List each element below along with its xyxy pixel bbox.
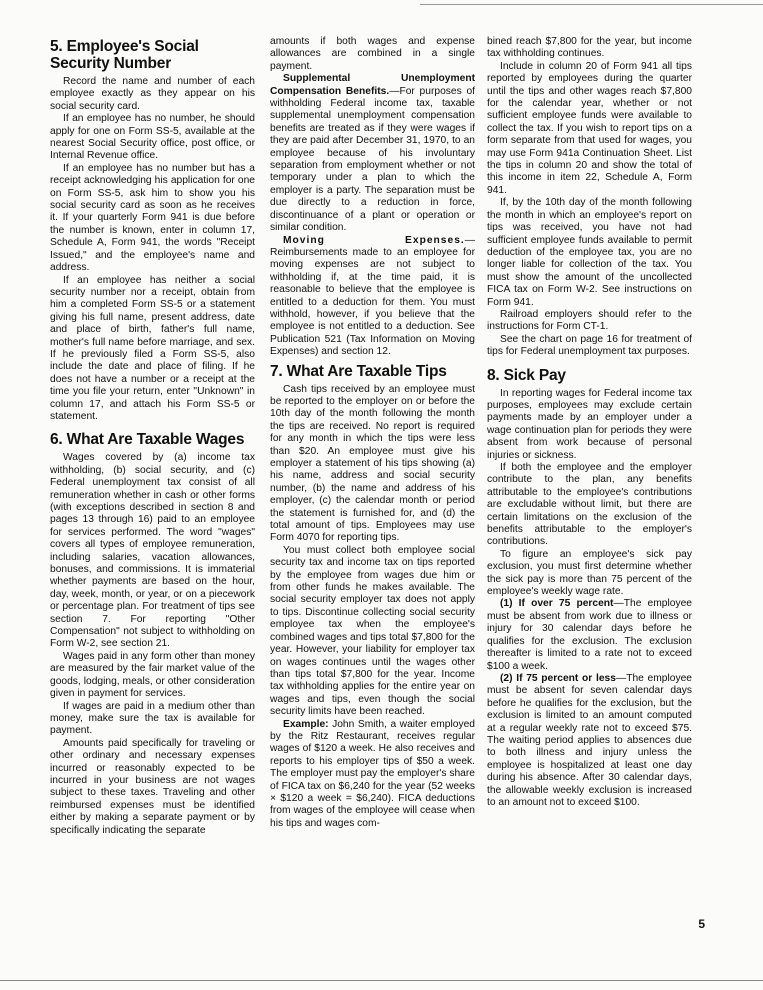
paragraph-supplemental-benefits: Supplemental Unemployment Compensation Benefits.—For purposes of withholding Federal income tax, taxable supplemental unemployment compensation benefits are treated as if they were wages if they are paid after December 31, 1970, to an employee because of his involuntary separation from employment whether or not temporary under a plan to which the employer is a party. The separation must be due directly to a reduction in force, discontinuance of a plant or operation or similar condition. (270, 73, 475, 234)
paragraph-example: Example: John Smith, a waiter employed by the Ritz Restaurant, receives regular wages of $120 a week. He also receives and reports to his employer tips of $50 a week. The employer must pay the employer's share of FICA tax on $6,240 for the year (52 weeks × $120 a week = $6,240). FICA deductions from wages of the employee will cease when his tips and wages com- (270, 718, 475, 829)
paragraph-75-or-less: (2) If 75 percent or less—The employee must be absent for seven calendar days before he qualifies for the exclusion, but the exclusion is limited to an amount computed at a regular weekly rate not to exceed $75. The waiting period applies to absences due to both illness and injury unless the employee is hospitalized at least one day during his absence. After 30 calendar days, the allowable weekly exclusion is increased to an amount not to exceed $100. (487, 672, 692, 808)
paragraph: If an employee has no number but has a receipt acknowledging his application for one on Form SS-5, ask him to show you his social security card as soon as he receives it. If your quarterly Form 941 is due before the number is known, enter in column 17, Schedule A, Form 941, the words "Receipt Issued," and the employee's name and address. (50, 162, 255, 274)
bottom-rule (0, 980, 763, 981)
column-2 (270, 36, 475, 830)
run-in-heading: Supplemental Unemployment Compensation Benefits. (270, 73, 475, 97)
paragraph: If an employee has no number, he should apply for one on Form SS-5, available at the nearest Social Security office, post office, or Internal Revenue office. (50, 113, 255, 162)
paragraph: bined reach $7,800 for the year, but income tax withholding continues. (487, 36, 692, 60)
paragraph: To figure an employee's sick pay exclusion, you must first determine whether the sick pay is more than 75 percent of the employee's weekly wage rate. (487, 548, 692, 598)
section-6-heading: 6. What Are Taxable Wages (50, 431, 245, 449)
section-7-heading: 7. What Are Taxable Tips (270, 362, 447, 380)
paragraph: In reporting wages for Federal income tax purposes, employees may exclude certain payments made by an employer under a wage continuation plan for periods they were absent from work because of personal injuries or sickness. (487, 387, 692, 461)
paragraph: Amounts paid specifically for traveling or other ordinary and necessary expenses incurred or reasonably expected to be incurred in your business are not wages subject to these taxes. Traveling and other reimbursed expenses must be identified either by making a separate payment or by specifically indicating the separate (50, 737, 255, 836)
paragraph: If an employee has neither a social security number nor a receipt, obtain from him a completed Form SS-5 or a statement giving his full name, present address, date and place of birth, father's full name, mother's full name before marriage, and sex. If he previously filed a Form SS-5, also include the date and place of filing. If he does not have a number or a receipt at the time you file your return, enter "Unknown" in column 17, and attach his Form SS-5 or statement. (50, 274, 255, 422)
run-in-heading: (1) If over 75 percent (500, 598, 614, 610)
paragraph: Railroad employers should refer to the instructions for Form CT-1. (487, 308, 692, 333)
run-in-heading: Example: (283, 718, 329, 730)
top-rule (420, 4, 763, 5)
section-5-heading: 5. Employee's Social Security Number (50, 38, 199, 72)
page-number: 5 (698, 917, 705, 931)
paragraph: Wages covered by (a) income tax withholding, (b) social security, and (c) Federal unemployment tax consist of all remuneration whether in cash or other forms (with exceptions described in section 8 and pages 13 through 16) paid to an employee for services performed. The word "wages" covers all types of employee remuneration, including salaries, vacation allowances, bonuses, and commissions. It is immaterial whether payments are based on the hour, day, week, month, or year, or on a piecework or percentage plan. For treatment of tips see section 7. For reporting "Other Compensation" not subject to withholding on Form W-2, see section 21. (50, 452, 255, 650)
run-in-heading: (2) If 75 percent or less (500, 672, 616, 684)
paragraph: amounts if both wages and expense allowances are combined in a single payment. (270, 36, 475, 72)
section-8-heading: 8. Sick Pay (487, 366, 566, 384)
paragraph: Cash tips received by an employee must be reported to the employer on or before the 10th day of the month following the month the tips are received. No report is required for any month in which the tips were less than $20. An employee must give his employer a statement of his tips showing (a) his name, address and social security number, (b) the name and address of his employer, (c) the calendar month or period the statement is furnished for, and (d) the total amount of tips. Employees may use Form 4070 for reporting tips. (270, 383, 475, 544)
paragraph: Record the name and number of each employee exactly as they appear on his social security card. (50, 76, 255, 112)
paragraph: If, by the 10th day of the month following the month in which an employee's report on tips was received, you have not had sufficient employee funds available to permit deduction of the employee tax, you are no longer liable for collection of the tax. You must show the amount of the uncollected FICA tax on Form W-2. See instructions on Form 941. (487, 197, 692, 308)
column-3 (487, 36, 692, 809)
paragraph: Wages paid in any form other than money are measured by the fair market value of the goods, lodging, meals, or other consideration given in payment for services. (50, 650, 255, 700)
run-in-heading: Moving Expenses. (283, 234, 465, 246)
paragraph: If wages are paid in a medium other than money, make sure the tax is available for payment. (50, 700, 255, 737)
paragraph: You must collect both employee social security tax and income tax on tips reported by the employee from wages due him or from other funds he makes available. The social security employer tax does not apply to tips. Discontinue collecting social security employee tax when the employee's combined wages and tips total $7,800 for the year. However, your liability for employer tax on wages continues until the wages other than tips total $7,800 for the year. Income tax withholding applies for the entire year on wages and tips, even though the social security limits have been reached. (270, 544, 475, 718)
paragraph-moving-expenses: Moving Expenses.—Reimbursements made to an employee for moving expenses are not subject to withholding if, at the time paid, it is reasonable to believe that the employee is entitled to a deduction for them. You must withhold, however, if you believe that the employee is not entitled to a deduction. See Publication 521 (Tax Information on Moving Expenses) and section 12. (270, 234, 475, 358)
paragraph: See the chart on page 16 for treatment of tips for Federal unemployment tax purposes. (487, 333, 692, 358)
paragraph: Include in column 20 of Form 941 all tips reported by employees during the quarter until the tips and other wages reach $7,800 for the calendar year, whether or not sufficient employee funds were available to collect the tax. If you wish to report tips on a form separate from that used for wages, you may use Form 941a Continuation Sheet. List the tips in column 20 and show the total of this income in item 22, Schedule A, Form 941. (487, 60, 692, 196)
paragraph-over-75: (1) If over 75 percent—The employee must be absent from work due to illness or injury for 30 calendar days before he qualifies for the exclusion. The exclusion thereafter is limited to a rate not to exceed $100 a week. (487, 598, 692, 672)
column-1 (50, 36, 255, 837)
paragraph: If both the employee and the employer contribute to the plan, any benefits attributable to the employee's contributions are excludable without limit, but there are certain limitations on the exclusion of the benefits attributable to the employer's contributions. (487, 462, 692, 548)
